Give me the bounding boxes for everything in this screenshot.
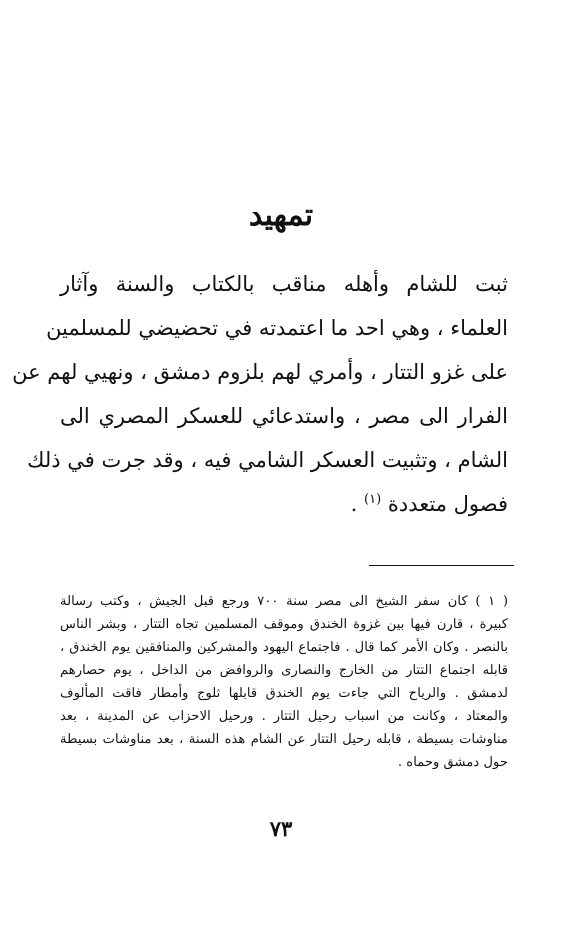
body-line: العلماء ، وهي احد ما اعتمدته في تحضيضي للمسلمين [46, 316, 508, 340]
body-line: ثبت للشام وأهله مناقب بالكتاب والسنة وآثار [60, 272, 508, 296]
body-end-mark: . [350, 492, 358, 516]
body-last-line-text: فصول متعددة [387, 492, 508, 516]
footnote-line: ( ١ ) كان سفر الشيخ الى مصر سنة ٧٠٠ ورجع قبل الجيش ، وكتب رسالة [60, 594, 508, 609]
footnote-separator [369, 565, 514, 566]
footnote-line: بالنصر . وكان الأمر كما قال . فاجتماع اليهود والمشركين والمنافقين يوم الخندق ، [60, 640, 508, 655]
body-line: الفرار الى مصر ، واستدعائي للعسكر المصري الى [60, 404, 508, 428]
chapter-title [0, 188, 562, 244]
footnote [60, 590, 508, 774]
body-paragraph [12, 262, 508, 526]
body-last-line [60, 482, 508, 526]
footnote-marker: (١) [364, 492, 382, 507]
footnote-line: مناوشات بسيطة ، قابله رحيل التتار عن الشام هذه السنة ، بعد مناوشات بسيطة [60, 732, 508, 747]
body-line: على غزو التتار ، وأمري لهم بلزوم دمشق ، ونهيي لهم عن [12, 360, 508, 384]
footnote-line: كبيرة ، قارن فيها بين غزوة الخندق وموقف المسلمين تجاه التتار ، وبشر الناس [60, 617, 508, 632]
page-number: ٧٣ [269, 816, 293, 841]
footnote-line: لدمشق . والرياح التي جاءت يوم الخندق قابلها ثلوج وأمطار فاقت المألوف [60, 686, 508, 701]
body-line: الشام ، وتثبيت العسكر الشامي فيه ، وقد جرت في ذلك [27, 448, 508, 472]
chapter-title-text: تمهيد [248, 198, 314, 233]
footnote-line: قابله اجتماع التتار من الخارج والنصارى والروافض من الداخل ، يوم حصارهم [60, 663, 508, 678]
footnote-last-line: حول دمشق وحماه . [397, 755, 508, 770]
footnote-line: والمعتاد ، وكانت من اسباب رحيل التتار . ورحيل الاحزاب عن المدينة ، بعد [60, 709, 508, 724]
